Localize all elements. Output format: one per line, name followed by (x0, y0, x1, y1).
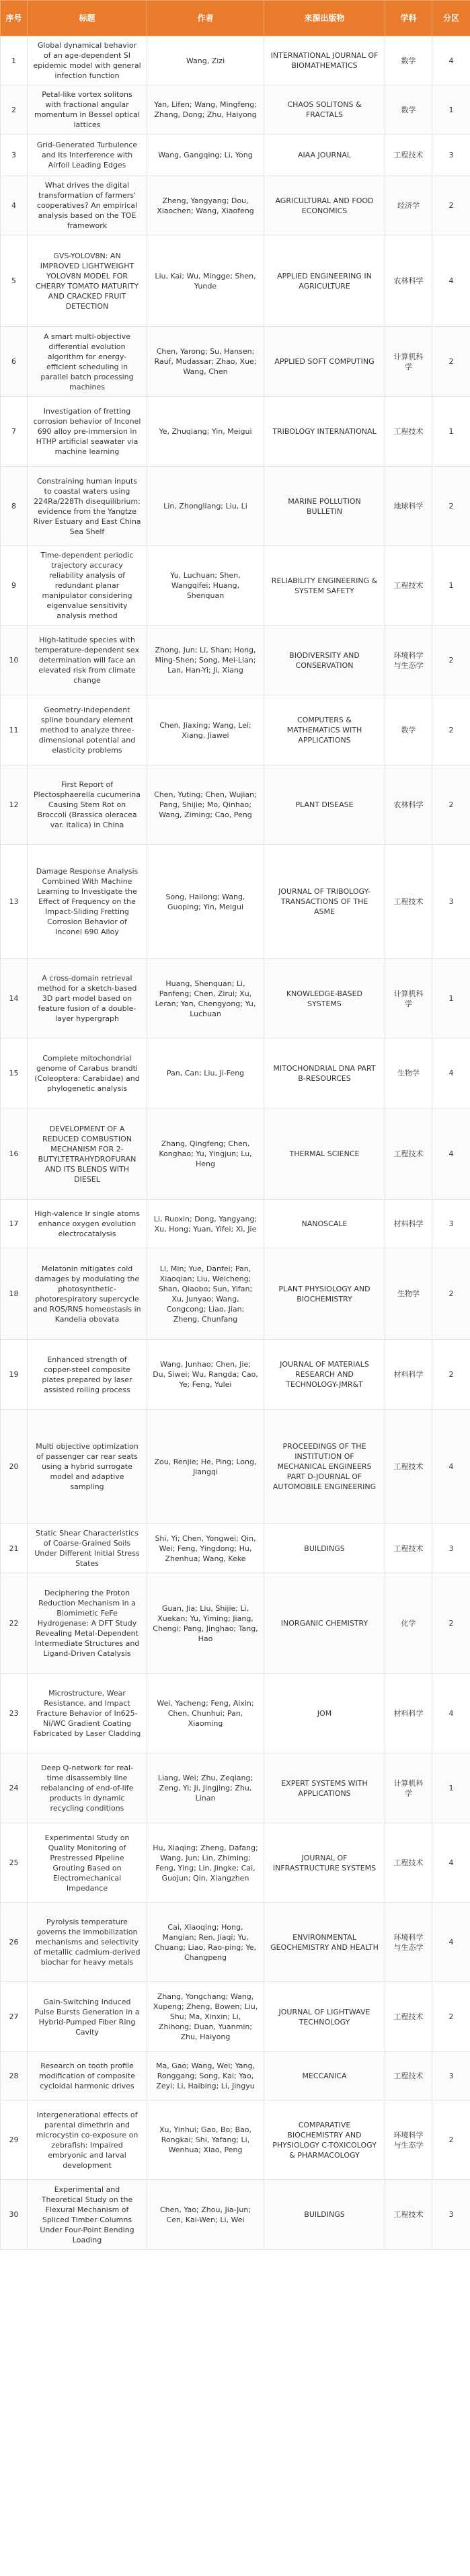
row-number: 9 (1, 546, 28, 626)
row-zone: 2 (432, 765, 470, 845)
row-number: 19 (1, 1340, 28, 1410)
row-number: 3 (1, 135, 28, 176)
row-title: Static Shear Characteristics of Coarse-Grained Soils Under Different Initial Stress States (28, 1524, 147, 1573)
row-zone: 2 (432, 695, 470, 765)
row-subject: 工程技术 (385, 2052, 432, 2100)
row-subject: 计算机科学 (385, 959, 432, 1038)
header-zone: 分区 (432, 1, 470, 36)
row-title: Research on tooth profile modification of composite cycloidal harmonic drives (28, 2052, 147, 2100)
row-subject: 材料科学 (385, 1674, 432, 1753)
row-number: 27 (1, 1982, 28, 2052)
table-row (1, 235, 470, 327)
header-no: 序号 (1, 1, 28, 36)
row-source: APPLIED ENGINEERING IN AGRICULTURE (264, 235, 385, 327)
row-authors: Liu, Kai; Wu, Mingge; Shen, Yunde (147, 235, 264, 327)
row-authors: Wang, Junhao; Chen, Jie; Du, Siwei; Wu, Rangda; Cao, Ye; Feng, Yulei (147, 1340, 264, 1410)
row-source: ENVIRONMENTAL GEOCHEMISTRY AND HEALTH (264, 1903, 385, 1982)
row-title: Gain-Switching Induced Pulse Bursts Generation in a Hybrid-Pumped Fiber Ring Cavity (28, 1982, 147, 2052)
row-number: 13 (1, 845, 28, 959)
row-authors: Zhong, Jun; Li, Shan; Hong, Ming-Shen; Song, Mei-Lian; Lan, Han-Yi; Ji, Xiang (147, 626, 264, 695)
row-source: JOURNAL OF LIGHTWAVE TECHNOLOGY (264, 1982, 385, 2052)
row-subject: 农林科学 (385, 765, 432, 845)
table-row (1, 626, 470, 695)
row-title: DEVELOPMENT OF A REDUCED COMBUSTION MECHANISM FOR 2-BUTYLTETRAHYDROFURAN AND ITS BLENDS WITH DIESEL (28, 1108, 147, 1200)
row-title: GVS-YOLOV8N: AN IMPROVED LIGHTWEIGHT YOLOV8N MODEL FOR CHERRY TOMATO MATURITY AND CRACKED FRUIT DETECTION (28, 235, 147, 327)
row-title: High-valence Ir single atoms enhance oxygen evolution electrocatalysis (28, 1200, 147, 1248)
row-zone: 4 (432, 36, 470, 85)
row-zone: 2 (432, 1982, 470, 2052)
row-zone: 4 (432, 235, 470, 327)
table-body (1, 36, 470, 2250)
row-title: A cross-domain retrieval method for a sketch-based 3D part model based on feature fusion of a double-layer hypergraph (28, 959, 147, 1038)
table-row (1, 1823, 470, 1903)
row-zone: 2 (432, 176, 470, 235)
row-number: 10 (1, 626, 28, 695)
row-source: PLANT PHYSIOLOGY AND BIOCHEMISTRY (264, 1248, 385, 1340)
row-title: Geometry-independent spline boundary element method to analyze three-dimensional potential and elasticity problems (28, 695, 147, 765)
row-title: Experimental and Theoretical Study on the Flexural Mechanism of Spliced Timber Columns Under Four-Point Bending Loading (28, 2180, 147, 2250)
row-zone: 2 (432, 327, 470, 397)
row-zone: 4 (432, 1038, 470, 1108)
row-number: 12 (1, 765, 28, 845)
table-row (1, 1674, 470, 1753)
row-zone: 3 (432, 2180, 470, 2250)
row-zone: 2 (432, 2100, 470, 2180)
row-zone: 1 (432, 959, 470, 1038)
table-row (1, 85, 470, 135)
row-title: Complete mitochondrial genome of Carabus brandti (Coleoptera: Carabidae) and phylogenetic analysis (28, 1038, 147, 1108)
row-subject: 经济学 (385, 176, 432, 235)
row-source: BUILDINGS (264, 1524, 385, 1573)
table-row (1, 397, 470, 467)
row-authors: Chen, Yao; Zhou, Jia-Jun; Cen, Kai-Wen; Li, Wei (147, 2180, 264, 2250)
row-zone: 2 (432, 626, 470, 695)
row-source: MITOCHONDRIAL DNA PART B-RESOURCES (264, 1038, 385, 1108)
row-zone: 1 (432, 397, 470, 467)
table-row (1, 1410, 470, 1524)
row-title: Melatonin mitigates cold damages by modulating the photosynthetic-photorespiratory supercycle and ROS/RNS homeostasis in Kandelia obovata (28, 1248, 147, 1340)
row-number: 14 (1, 959, 28, 1038)
row-number: 8 (1, 467, 28, 546)
table-row (1, 1200, 470, 1248)
row-number: 2 (1, 85, 28, 135)
row-zone: 1 (432, 1753, 470, 1823)
row-authors: Yan, Lifen; Wang, Mingfeng; Zhang, Dong; Zhu, Haiyong (147, 85, 264, 135)
row-number: 15 (1, 1038, 28, 1108)
table-row (1, 1573, 470, 1674)
row-zone: 3 (432, 1200, 470, 1248)
row-authors: Song, Hailong; Wang, Guoping; Yin, Meigui (147, 845, 264, 959)
row-source: AGRICULTURAL AND FOOD ECONOMICS (264, 176, 385, 235)
row-source: JOURNAL OF MATERIALS RESEARCH AND TECHNOLOGY-JMR&T (264, 1340, 385, 1410)
row-authors: Wei, Yacheng; Feng, Aixin; Chen, Chunhui; Pan, Xiaoming (147, 1674, 264, 1753)
row-number: 5 (1, 235, 28, 327)
row-subject: 环境科学与生态学 (385, 2100, 432, 2180)
row-zone: 4 (432, 1674, 470, 1753)
row-authors: Chen, Jiaxing; Wang, Lei; Xiang, Jiawei (147, 695, 264, 765)
row-subject: 工程技术 (385, 1982, 432, 2052)
row-number: 1 (1, 36, 28, 85)
row-authors: Liang, Wei; Zhu, Zeqiang; Zeng, Yi; Ji, Jingjing; Zhu, Linan (147, 1753, 264, 1823)
row-zone: 3 (432, 1524, 470, 1573)
table-row (1, 2100, 470, 2180)
row-authors: Zou, Renjie; He, Ping; Long, Jiangqi (147, 1410, 264, 1524)
row-authors: Li, Min; Yue, Danfei; Pan, Xiaoqian; Liu, Weicheng; Shan, Qiaobo; Sun, Yifan; Xu, Junyao; Wang, Congcong; Liao, Jian; Zheng, Chunfang (147, 1248, 264, 1340)
row-source: INORGANIC CHEMISTRY (264, 1573, 385, 1674)
row-source: COMPUTERS & MATHEMATICS WITH APPLICATIONS (264, 695, 385, 765)
row-title: Petal-like vortex solitons with fractional angular momentum in Bessel optical lattices (28, 85, 147, 135)
table-row (1, 327, 470, 397)
row-subject: 农林科学 (385, 235, 432, 327)
table-row (1, 1903, 470, 1982)
row-number: 26 (1, 1903, 28, 1982)
table-row (1, 2052, 470, 2100)
header-authors: 作者 (147, 1, 264, 36)
row-source: PROCEEDINGS OF THE INSTITUTION OF MECHANICAL ENGINEERS PART D-JOURNAL OF AUTOMOBILE ENGINEERING (264, 1410, 385, 1524)
table-row (1, 135, 470, 176)
row-number: 23 (1, 1674, 28, 1753)
row-source: JOURNAL OF TRIBOLOGY-TRANSACTIONS OF THE ASME (264, 845, 385, 959)
table-row (1, 1108, 470, 1200)
row-subject: 生物学 (385, 1038, 432, 1108)
row-number: 30 (1, 2180, 28, 2250)
row-authors: Wang, Gangqing; Li, Yong (147, 135, 264, 176)
row-source: EXPERT SYSTEMS WITH APPLICATIONS (264, 1753, 385, 1823)
row-zone: 2 (432, 1573, 470, 1674)
row-subject: 数学 (385, 36, 432, 85)
row-number: 6 (1, 327, 28, 397)
table-row (1, 695, 470, 765)
row-subject: 工程技术 (385, 1410, 432, 1524)
row-subject: 工程技术 (385, 2180, 432, 2250)
row-title: Constraining human inputs to coastal waters using 224Ra/228Th disequilibrium: evidence from the Yangtze River Estuary and East China Sea Shelf (28, 467, 147, 546)
row-title: Investigation of fretting corrosion behavior of Inconel 690 alloy pre-immersion in HTHP artificial seawater via machine learning (28, 397, 147, 467)
header-row (1, 1, 470, 36)
row-source: JOM (264, 1674, 385, 1753)
row-subject: 工程技术 (385, 546, 432, 626)
row-source: COMPARATIVE BIOCHEMISTRY AND PHYSIOLOGY C-TOXICOLOGY & PHARMACOLOGY (264, 2100, 385, 2180)
row-title: High-latitude species with temperature-dependent sex determination will face an elevated risk from climate change (28, 626, 147, 695)
row-title: First Report of Plectosphaerella cucumerina Causing Stem Rot on Broccoli (Brassica oleracea var. italica) in China (28, 765, 147, 845)
table-row (1, 36, 470, 85)
row-title: Deep Q-network for real-time disassembly line rebalancing of end-of-life products in dynamic recycling conditions (28, 1753, 147, 1823)
row-authors: Shi, Yi; Chen, Yongwei; Qin, Wei; Feng, Yingdong; Hu, Zhenhua; Wang, Keke (147, 1524, 264, 1573)
table-row (1, 765, 470, 845)
row-authors: Chen, Yuting; Chen, Wujian; Pang, Shijie; Mo, Qinhao; Wang, Ziming; Cao, Peng (147, 765, 264, 845)
row-authors: Zheng, Yangyang; Dou, Xiaochen; Wang, Xiaofeng (147, 176, 264, 235)
row-subject: 工程技术 (385, 135, 432, 176)
row-number: 4 (1, 176, 28, 235)
row-subject: 数学 (385, 695, 432, 765)
row-zone: 4 (432, 1410, 470, 1524)
table-row (1, 1038, 470, 1108)
row-authors: Ma, Gao; Wang, Wei; Yang, Ronggang; Song, Kai; Yao, Zeyi; Li, Haibing; Li, Jingyu (147, 2052, 264, 2100)
row-number: 20 (1, 1410, 28, 1524)
row-authors: Chen, Yarong; Su, Hansen; Rauf, Mudassar; Zhao, Xue; Wang, Chen (147, 327, 264, 397)
row-source: JOURNAL OF INFRASTRUCTURE SYSTEMS (264, 1823, 385, 1903)
row-authors: Yu, Luchuan; Shen, Wangqifei; Huang, Shenquan (147, 546, 264, 626)
row-source: THERMAL SCIENCE (264, 1108, 385, 1200)
table-row (1, 176, 470, 235)
row-zone: 4 (432, 1108, 470, 1200)
row-subject: 工程技术 (385, 1524, 432, 1573)
row-zone: 3 (432, 2052, 470, 2100)
table-row (1, 1753, 470, 1823)
row-number: 22 (1, 1573, 28, 1674)
row-authors: Zhang, Yongchang; Wang, Xupeng; Zheng, Bowen; Liu, Shu; Ma, Xinxin; Li, Zhihong; Duan, Yuanmin; Zhu, Haiyong (147, 1982, 264, 2052)
row-title: Time-dependent periodic trajectory accuracy reliability analysis of redundant planar manipulator considering eigenvalue sensitivity analysis method (28, 546, 147, 626)
table-row (1, 546, 470, 626)
row-source: RELIABILITY ENGINEERING & SYSTEM SAFETY (264, 546, 385, 626)
row-zone: 4 (432, 1823, 470, 1903)
table-row (1, 467, 470, 546)
row-title: What drives the digital transformation of farmers' cooperatives? An empirical analysis based on the TOE framework (28, 176, 147, 235)
row-title: Damage Response Analysis Combined With Machine Learning to Investigate the Effect of Frequency on the Impact-Sliding Fretting Corrosion Behavior of Inconel 690 Alloy (28, 845, 147, 959)
row-source: AIAA JOURNAL (264, 135, 385, 176)
row-authors: Cai, Xiaoqing; Hong, Mangian; Ren, Jiaqi; Yu, Chuang; Liao, Rao-ping; Ye, Changpeng (147, 1903, 264, 1982)
row-subject: 环境科学与生态学 (385, 626, 432, 695)
row-number: 11 (1, 695, 28, 765)
row-source: MECCANICA (264, 2052, 385, 2100)
header-subject: 学科 (385, 1, 432, 36)
table-row (1, 1248, 470, 1340)
row-title: Multi objective optimization of passenger car rear seats using a hybrid surrogate model and adaptive sampling (28, 1410, 147, 1524)
row-subject: 工程技术 (385, 1823, 432, 1903)
row-title: Intergenerational effects of parental dimethrin and microcystin co-exposure on zebrafish: Impaired embryonic and larval development (28, 2100, 147, 2180)
row-zone: 1 (432, 546, 470, 626)
row-zone: 3 (432, 135, 470, 176)
row-title: Pyrolysis temperature governs the immobilization mechanisms and selectivity of metallic cadmium-derived biochar for heavy metals (28, 1903, 147, 1982)
table-row (1, 845, 470, 959)
row-authors: Li, Ruoxin; Dong, Yangyang; Xu, Hong; Yuan, Yifei; Xi, Jie (147, 1200, 264, 1248)
row-source: INTERNATIONAL JOURNAL OF BIOMATHEMATICS (264, 36, 385, 85)
row-authors: Hu, Xiaqing; Zheng, Dafang; Wang, Jun; Lin, Zhiming; Feng, Ying; Lin, Jingke; Cai, Guojun; Qin, Xiangzhen (147, 1823, 264, 1903)
row-subject: 材料科学 (385, 1340, 432, 1410)
row-number: 28 (1, 2052, 28, 2100)
row-authors: Zhang, Qingfeng; Chen, Konghao; Yu, Yingjun; Lu, Heng (147, 1108, 264, 1200)
row-zone: 2 (432, 1340, 470, 1410)
table-row (1, 2180, 470, 2250)
row-title: Experimental Study on Quality Monitoring of Prestressed Pipeline Grouting Based on Electromechanical Impedance (28, 1823, 147, 1903)
row-source: BUILDINGS (264, 2180, 385, 2250)
row-subject: 环境科学与生态学 (385, 1903, 432, 1982)
row-authors: Wang, Zizi (147, 36, 264, 85)
row-authors: Lin, Zhongliang; Liu, Li (147, 467, 264, 546)
table-header (1, 1, 470, 36)
row-number: 29 (1, 2100, 28, 2180)
row-subject: 地球科学 (385, 467, 432, 546)
row-subject: 化学 (385, 1573, 432, 1674)
row-title: Microstructure, Wear Resistance, and Impact Fracture Behavior of In625-Ni/WC Gradient Coating Fabricated by Laser Cladding (28, 1674, 147, 1753)
row-source: PLANT DISEASE (264, 765, 385, 845)
row-source: MARINE POLLUTION BULLETIN (264, 467, 385, 546)
row-source: APPLIED SOFT COMPUTING (264, 327, 385, 397)
row-source: NANOSCALE (264, 1200, 385, 1248)
header-title: 标题 (28, 1, 147, 36)
row-zone: 2 (432, 1248, 470, 1340)
row-source: KNOWLEDGE-BASED SYSTEMS (264, 959, 385, 1038)
table-row (1, 1524, 470, 1573)
row-zone: 4 (432, 1903, 470, 1982)
row-number: 24 (1, 1753, 28, 1823)
row-title: Deciphering the Proton Reduction Mechanism in a Biomimetic FeFe Hydrogenase: A DFT Study Revealing Metal-Dependent Intermediate Structures and Ligand-Driven Catalysis (28, 1573, 147, 1674)
row-source: CHAOS SOLITONS & FRACTALS (264, 85, 385, 135)
row-authors: Pan, Can; Liu, Ji-Feng (147, 1038, 264, 1108)
row-number: 25 (1, 1823, 28, 1903)
row-title: Grid-Generated Turbulence and Its Interference with Airfoil Leading Edges (28, 135, 147, 176)
row-authors: Xu, Yinhui; Gao, Bo; Bao, Rongkai; Shi, Yafang; Li, Wenhua; Xiao, Peng (147, 2100, 264, 2180)
row-subject: 计算机科学 (385, 327, 432, 397)
row-authors: Ye, Zhuqiang; Yin, Meigui (147, 397, 264, 467)
row-zone: 1 (432, 85, 470, 135)
row-title: Enhanced strength of copper-steel composite plates prepared by laser assisted rolling process (28, 1340, 147, 1410)
table-row (1, 1982, 470, 2052)
row-number: 21 (1, 1524, 28, 1573)
row-source: TRIBOLOGY INTERNATIONAL (264, 397, 385, 467)
row-subject: 工程技术 (385, 1108, 432, 1200)
row-subject: 工程技术 (385, 845, 432, 959)
row-subject: 工程技术 (385, 397, 432, 467)
row-authors: Huang, Shenquan; Li, Panfeng; Chen, Zirui; Xu, Leran; Yan, Chengyong; Yu, Luchuan (147, 959, 264, 1038)
row-subject: 生物学 (385, 1248, 432, 1340)
row-number: 16 (1, 1108, 28, 1200)
row-zone: 3 (432, 845, 470, 959)
table-row (1, 1340, 470, 1410)
row-zone: 2 (432, 467, 470, 546)
row-subject: 数学 (385, 85, 432, 135)
row-number: 18 (1, 1248, 28, 1340)
row-subject: 材料科学 (385, 1200, 432, 1248)
header-source: 来源出版物 (264, 1, 385, 36)
row-title: Global dynamical behavior of an age-dependent SI epidemic model with general infection function (28, 36, 147, 85)
row-number: 7 (1, 397, 28, 467)
row-title: A smart multi-objective differential evolution algorithm for energy-efficient scheduling in parallel batch processing machines (28, 327, 147, 397)
row-subject: 计算机科学 (385, 1753, 432, 1823)
row-number: 17 (1, 1200, 28, 1248)
row-authors: Guan, Jia; Liu, Shijie; Li, Xuekan; Yu, Yiming; Jiang, Chengi; Pang, Jinghao; Tang, Hao (147, 1573, 264, 1674)
row-source: BIODIVERSITY AND CONSERVATION (264, 626, 385, 695)
table-row (1, 959, 470, 1038)
